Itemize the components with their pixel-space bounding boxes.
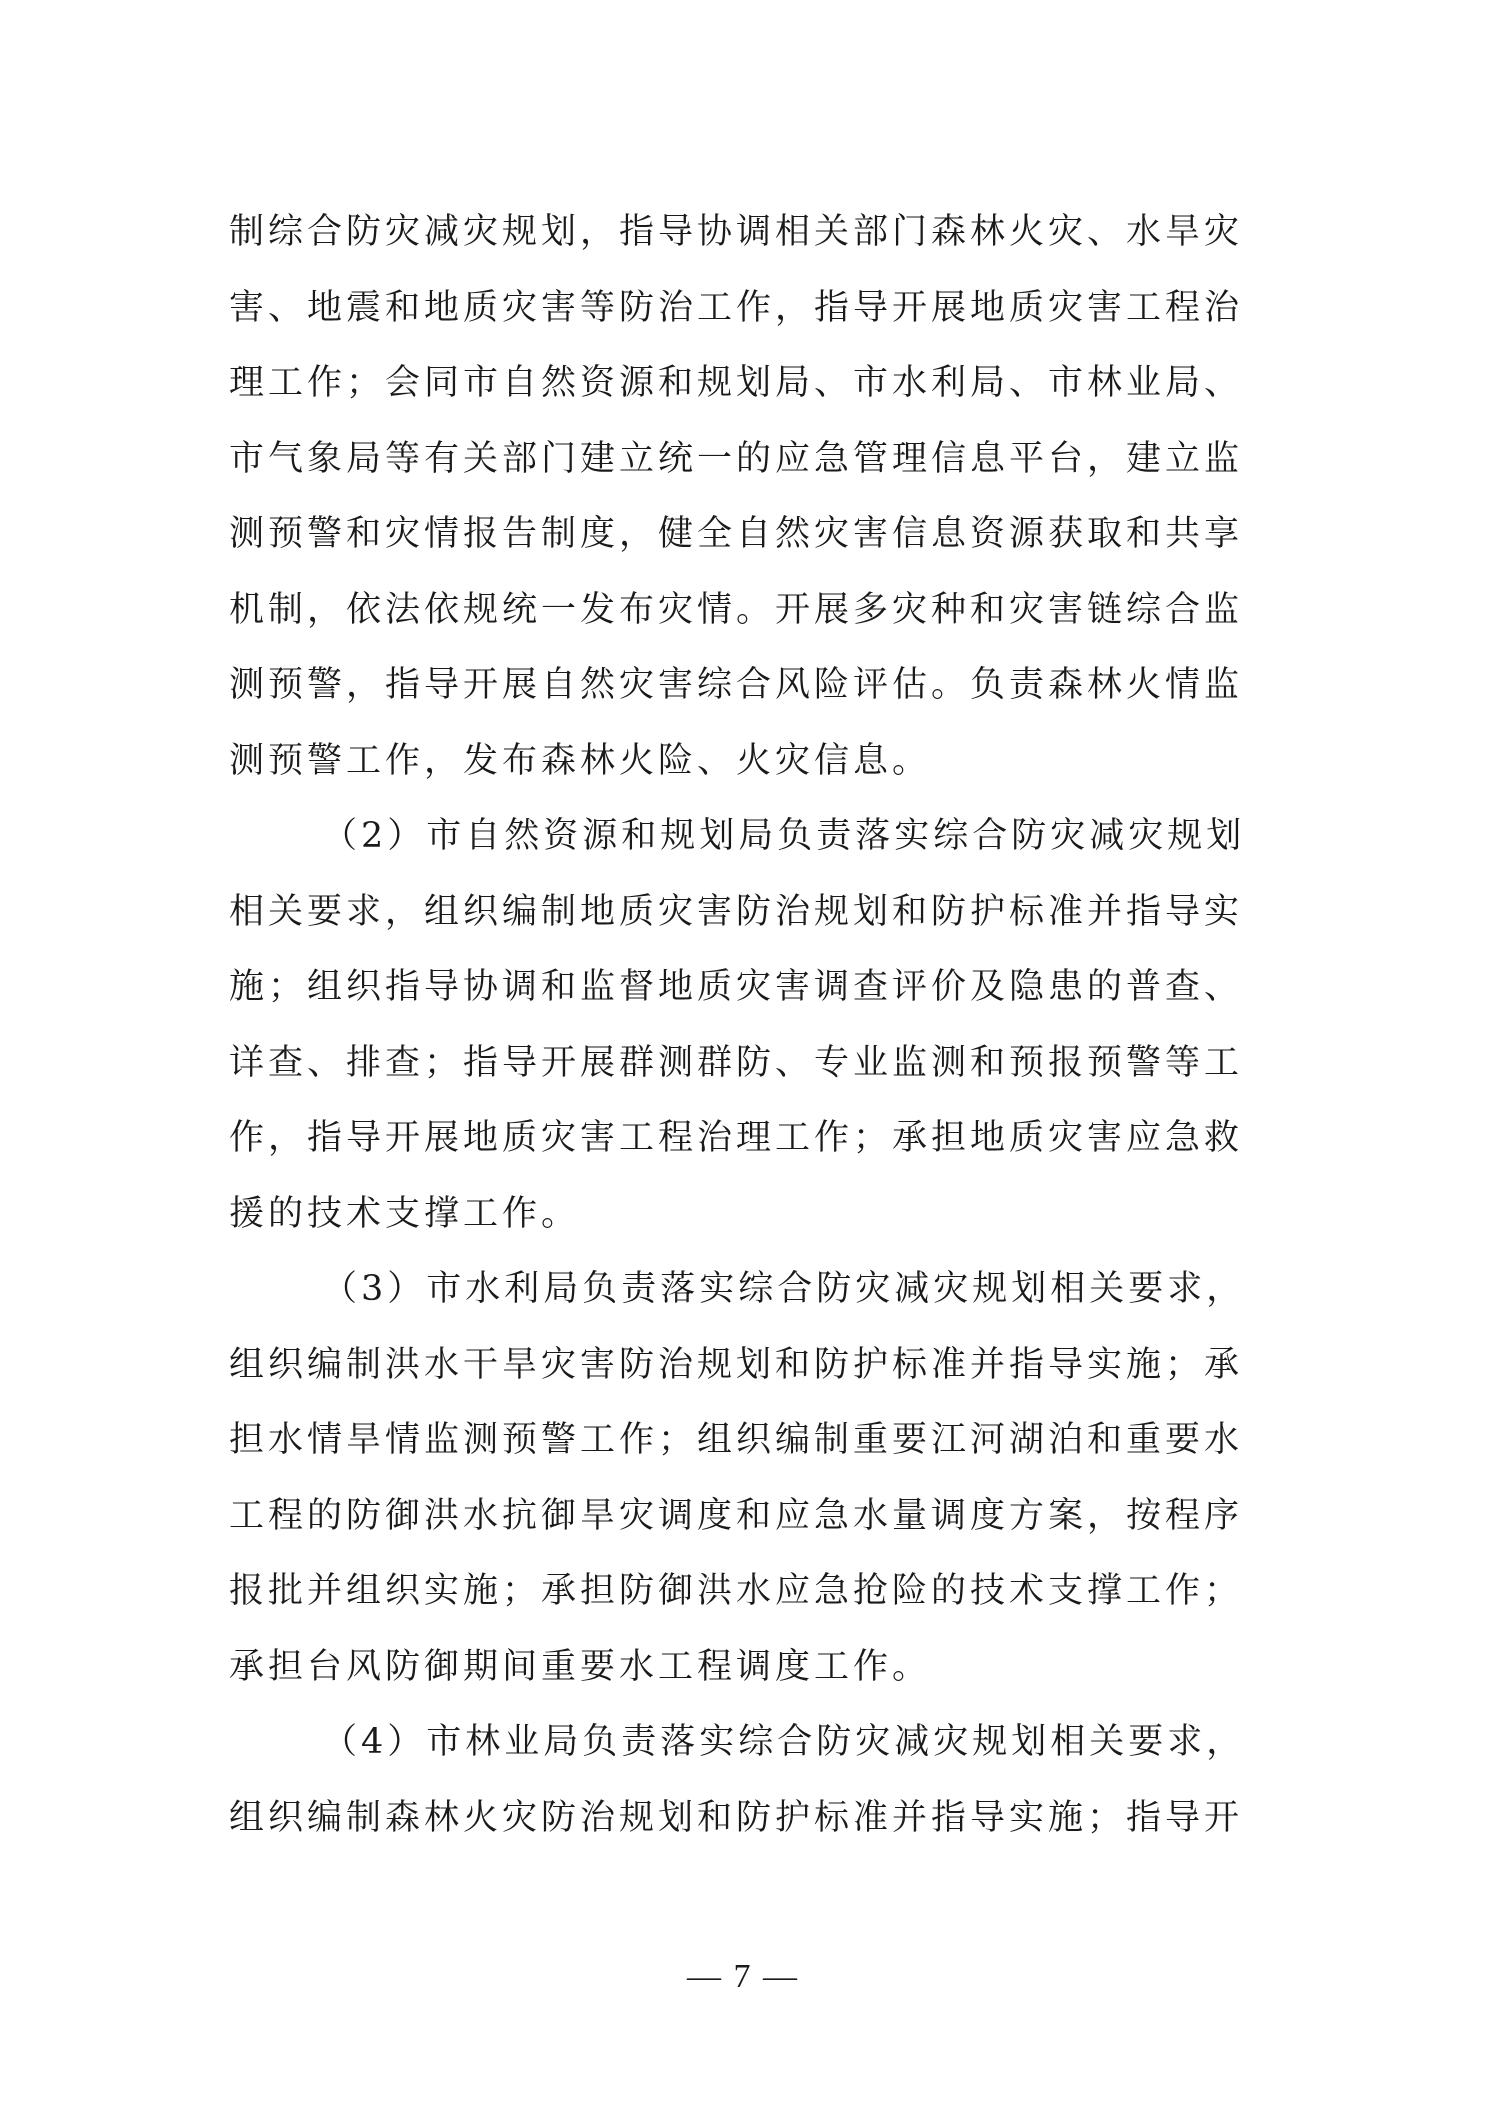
paragraph-start-line: （2）市自然资源和规划局负责落实综合防灾减灾规划 <box>322 816 1246 856</box>
text-line: 相关要求，组织编制地质灾害防治规划和防护标准并指导实 <box>229 891 1244 932</box>
text-line: 作，指导开展地质灾害工程治理工作；承担地质灾害应急救 <box>229 1118 1244 1158</box>
text-line: 组织编制洪水干旱灾害防治规划和防护标准并指导实施；承 <box>229 1344 1244 1385</box>
text-line: 报批并组织实施；承担防御洪水应急抢险的技术支撑工作； <box>229 1571 1244 1611</box>
text-line: 详查、排查；指导开展群测群防、专业监测和预报预警等工 <box>229 1042 1244 1083</box>
text-line: 制综合防灾减灾规划，指导协调相关部门森林火灾、水旱灾 <box>229 212 1244 252</box>
text-line: 测预警工作，发布森林火险、火灾信息。 <box>229 740 932 781</box>
text-line: 施；组织指导协调和监督地质灾害调查评价及隐患的普查、 <box>229 967 1244 1007</box>
text-line: 理工作；会同市自然资源和规划局、市水利局、市林业局、 <box>229 363 1244 403</box>
body-text <box>229 195 1269 1856</box>
text-line: 工程的防御洪水抗御旱灾调度和应急水量调度方案，按程序 <box>229 1495 1244 1536</box>
text-line: 担水情旱情监测预警工作；组织编制重要江河湖泊和重要水 <box>229 1420 1244 1460</box>
text-line: 害、地震和地质灾害等防治工作，指导开展地质灾害工程治 <box>229 287 1244 328</box>
text-line: 测预警和灾情报告制度，健全自然灾害信息资源获取和共享 <box>229 514 1244 554</box>
text-line: 测预警，指导开展自然灾害综合风险评估。负责森林火情监 <box>229 665 1244 705</box>
paragraph-start-line: （3）市水利局负责落实综合防灾减灾规划相关要求， <box>322 1269 1246 1309</box>
text-line: 承担台风防御期间重要水工程调度工作。 <box>229 1646 932 1687</box>
text-line: 机制，依法依规统一发布灾情。开展多灾种和灾害链综合监 <box>229 589 1244 630</box>
page-number: — 7 — <box>687 1958 799 1995</box>
text-line: 援的技术支撑工作。 <box>229 1193 581 1234</box>
paragraph-start-line: （4）市林业局负责落实综合防灾减灾规划相关要求， <box>322 1722 1246 1762</box>
text-line: 市气象局等有关部门建立统一的应急管理信息平台，建立监 <box>229 438 1244 479</box>
text-line: 组织编制森林火灾防治规划和防护标准并指导实施；指导开 <box>229 1797 1244 1838</box>
